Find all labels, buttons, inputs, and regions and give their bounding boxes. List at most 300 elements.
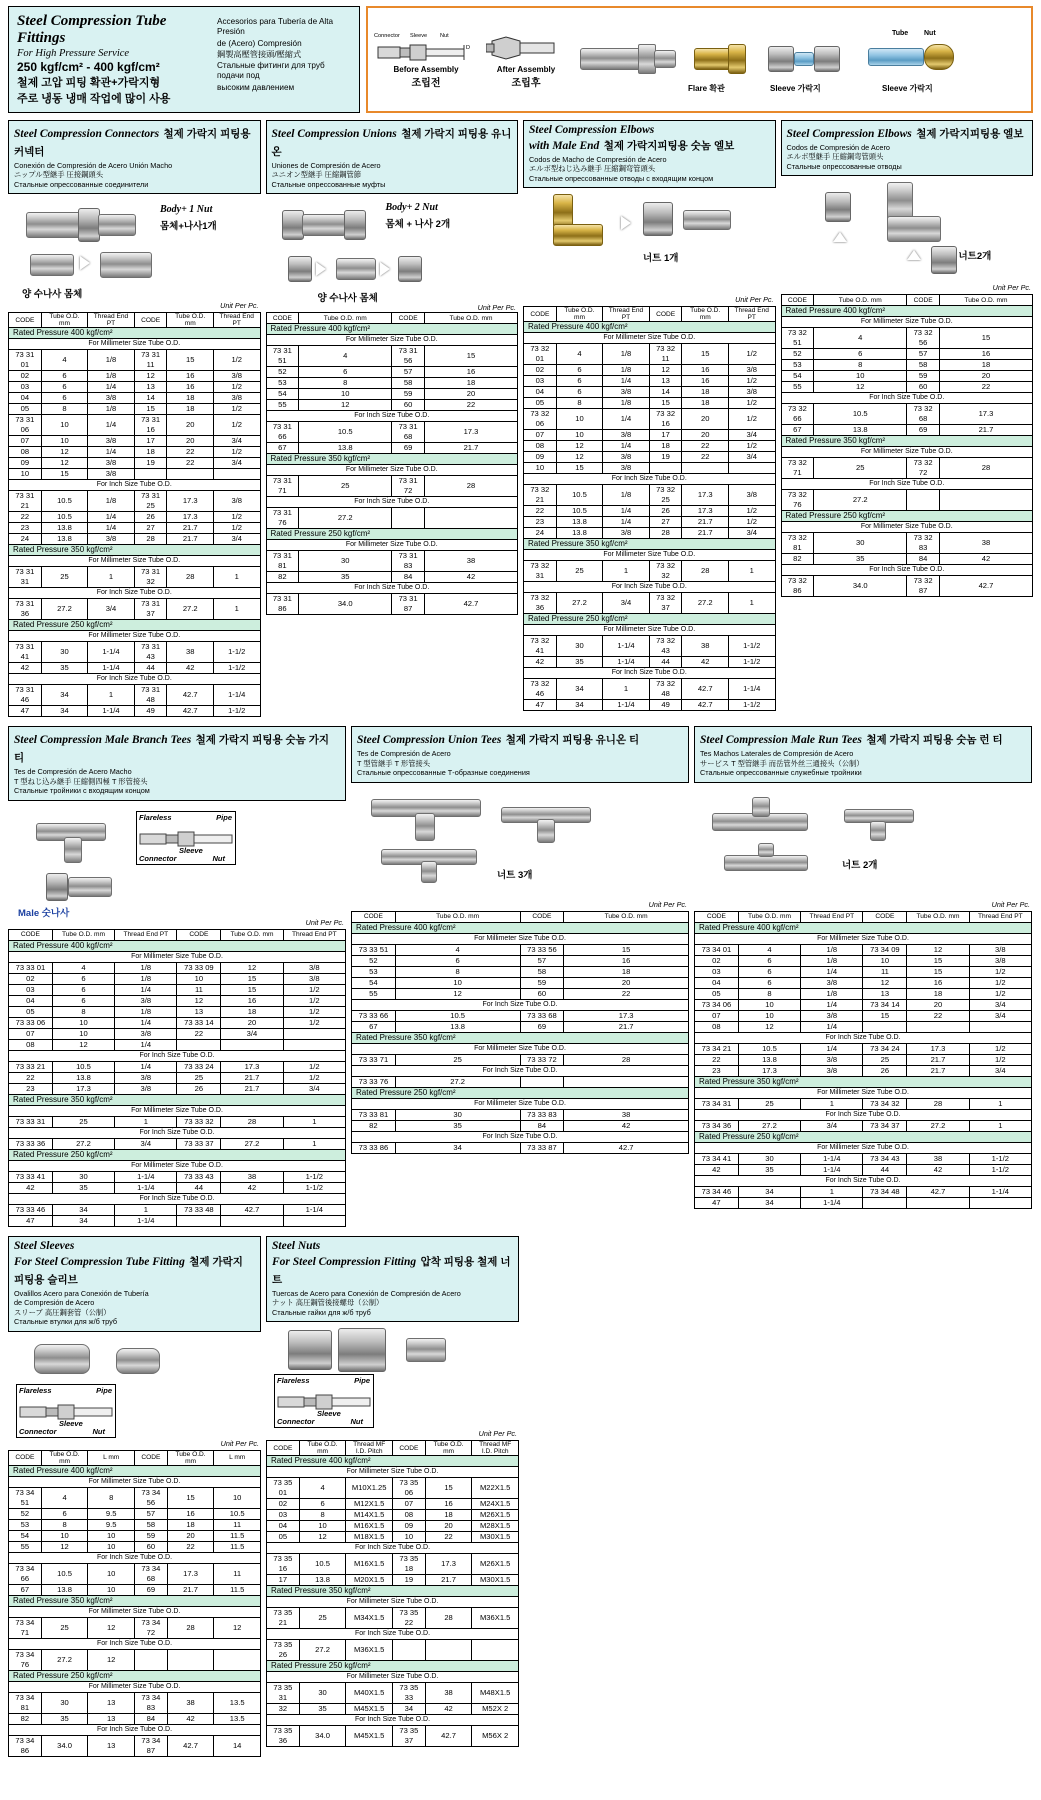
product-code-cell: 73 35 26 xyxy=(267,1640,300,1661)
spec-cell: 12 xyxy=(299,400,392,411)
product-code-cell: 42 xyxy=(695,1164,739,1175)
spec-cell xyxy=(221,1039,283,1050)
union-tees-header xyxy=(351,726,689,782)
rated-pressure-label: Rated Pressure 400 kgf/cm² xyxy=(781,306,1033,317)
rated-pressure-label: Rated Pressure 350 kgf/cm² xyxy=(266,454,518,465)
spec-cell: 10.5 xyxy=(299,422,392,443)
product-code-cell: 67 xyxy=(9,1584,42,1595)
spec-cell: 1/8 xyxy=(603,398,650,409)
size-group-label: For Millimeter Size Tube O.D. xyxy=(266,335,518,346)
flareless-diagram-box-1 xyxy=(136,811,236,865)
connectors-label-1: 양 수나사 몸체 xyxy=(22,289,83,301)
product-code-cell: 03 xyxy=(9,382,42,393)
section-row-2 xyxy=(8,726,1033,1226)
size-group-row xyxy=(266,411,518,422)
nuts-table xyxy=(266,1440,519,1747)
column-header: CODE xyxy=(266,313,299,324)
table-row xyxy=(781,371,1033,382)
pipe-label-2: Pipe xyxy=(96,1385,112,1395)
product-code-cell: 17 xyxy=(649,430,682,441)
rated-pressure-label: Rated Pressure 250 kgf/cm² xyxy=(266,529,518,540)
spec-cell: 1/2 xyxy=(283,984,345,995)
spec-cell: 34 xyxy=(738,1197,800,1208)
product-code-cell: 73 33 71 xyxy=(352,1054,396,1065)
rated-pressure-label: Rated Pressure 400 kgf/cm² xyxy=(9,1465,261,1476)
spec-cell: 42 xyxy=(939,554,1032,565)
spec-cell: 17.3 xyxy=(167,491,214,512)
column-header: CODE xyxy=(392,313,425,324)
spec-cell: 10 xyxy=(41,415,88,436)
size-group-label: For Millimeter Size Tube O.D. xyxy=(9,1160,346,1171)
column-header: CODE xyxy=(177,929,221,940)
size-group-label: For Inch Size Tube O.D. xyxy=(9,1724,261,1735)
product-code-cell: 25 xyxy=(863,1054,907,1065)
size-group-row xyxy=(352,1131,689,1142)
table-row xyxy=(9,458,261,469)
product-code-cell: 02 xyxy=(267,1499,300,1510)
spec-cell: 35 xyxy=(299,572,392,583)
table-row xyxy=(781,349,1033,360)
spec-cell: 1/4 xyxy=(603,409,650,430)
product-code-cell: 73 31 36 xyxy=(9,599,42,620)
product-code-cell: 13 xyxy=(863,988,907,999)
after-assembly-group xyxy=(484,31,568,89)
spec-cell: 1 xyxy=(115,1116,177,1127)
spec-cell: 3/4 xyxy=(969,999,1031,1010)
table-row xyxy=(695,1098,1032,1109)
size-group-row xyxy=(9,631,261,642)
spec-cell: 17.3 xyxy=(907,1043,969,1054)
spec-cell: 34 xyxy=(41,706,88,717)
table-row xyxy=(9,1116,346,1127)
size-group-label: For Millimeter Size Tube O.D. xyxy=(695,1087,1032,1098)
size-group-row xyxy=(267,1467,519,1478)
product-code-cell: 73 34 43 xyxy=(863,1153,907,1164)
pipe-label: Pipe xyxy=(216,812,232,822)
product-code-cell: 73 32 87 xyxy=(907,576,940,597)
spec-cell: M16X1.5 xyxy=(346,1521,393,1532)
sleeves-header xyxy=(8,1236,261,1332)
spec-cell: 1-1/2 xyxy=(728,657,775,668)
spec-cell: 6 xyxy=(41,1508,88,1519)
spec-cell: 12 xyxy=(88,1649,135,1670)
column-header: Tube O.D. mm xyxy=(907,911,969,922)
table-row xyxy=(524,506,776,517)
size-group-row xyxy=(524,582,776,593)
spec-cell: 15 xyxy=(221,973,283,984)
connectors-header xyxy=(8,120,261,194)
spec-cell: 8 xyxy=(814,360,907,371)
unions-line-es: Uniones de Compresión de Acero xyxy=(271,161,381,170)
elbows-male-line-jp: エルボ型ねじ込み継手 圧縮鋼弯管頭头 xyxy=(529,164,656,174)
product-code-cell: 73 32 86 xyxy=(781,576,814,597)
spec-cell: 1/2 xyxy=(728,344,775,365)
spec-cell: 27.2 xyxy=(299,508,392,529)
spec-cell: 3/8 xyxy=(969,944,1031,955)
spec-cell: 3/8 xyxy=(603,463,650,474)
spec-cell: 30 xyxy=(299,1683,346,1704)
column-header: Thread End PT xyxy=(728,307,775,322)
spec-cell: M30X1.5 xyxy=(472,1532,519,1543)
table-row xyxy=(781,404,1033,425)
table-row xyxy=(9,1006,346,1017)
spec-cell: 10 xyxy=(41,436,88,447)
elbows-male-header xyxy=(523,120,776,188)
product-code-cell: 73 33 72 xyxy=(520,1054,564,1065)
product-code-cell: 02 xyxy=(9,973,53,984)
before-assembly-group xyxy=(374,31,478,89)
product-code-cell: 52 xyxy=(781,349,814,360)
section-elbows xyxy=(781,120,1034,717)
product-code-cell: 73 34 01 xyxy=(695,944,739,955)
spec-cell: 1/8 xyxy=(88,350,135,371)
unions-note-en: Body+ 2 Nut xyxy=(385,202,438,214)
product-code-cell: 73 35 16 xyxy=(267,1554,300,1575)
spec-cell: 10 xyxy=(738,999,800,1010)
product-code-cell: 59 xyxy=(392,389,425,400)
size-group-row xyxy=(352,999,689,1010)
nut-label-4: Nut xyxy=(92,1426,105,1436)
rated-pressure-label: Rated Pressure 350 kgf/cm² xyxy=(695,1076,1032,1087)
product-code-cell: 73 32 48 xyxy=(649,679,682,700)
product-code-cell: 82 xyxy=(352,1120,396,1131)
product-code-cell: 73 33 51 xyxy=(352,944,396,955)
unions-line-ru: Стальные опрессованные муфты xyxy=(271,179,386,189)
table-row xyxy=(695,944,1032,955)
spec-cell: 22 xyxy=(564,988,689,999)
flareless-diagram-box-2 xyxy=(16,1384,116,1438)
flare-caption: Flare 확관 xyxy=(688,83,725,93)
spec-cell: 20 xyxy=(425,1521,472,1532)
spec-cell: 34 xyxy=(52,1204,114,1215)
table-row xyxy=(781,576,1033,597)
sleeves-title2: For Steel Compression Tube Fitting xyxy=(14,1255,185,1268)
spec-cell xyxy=(424,508,517,529)
size-group-label: For Inch Size Tube O.D. xyxy=(352,999,689,1010)
table-header-row xyxy=(352,911,689,922)
spec-cell: 1-1/4 xyxy=(213,685,260,706)
column-header: Thread MF I.D. Pitch xyxy=(472,1441,519,1456)
spec-cell: 17.3 xyxy=(425,1554,472,1575)
product-code-cell: 73 32 71 xyxy=(781,458,814,479)
spec-cell: 21.7 xyxy=(167,523,214,534)
size-group-label: For Millimeter Size Tube O.D. xyxy=(781,447,1033,458)
product-code-cell: 04 xyxy=(267,1521,300,1532)
spec-cell: 13.8 xyxy=(395,1021,520,1032)
spec-cell: 42.7 xyxy=(167,685,214,706)
spec-cell: 6 xyxy=(52,984,114,995)
product-code-cell: 22 xyxy=(9,1072,53,1083)
size-group-row xyxy=(781,522,1033,533)
rated-pressure-row xyxy=(695,1076,1032,1087)
rated-pressure-row xyxy=(266,324,518,335)
spec-cell: 10 xyxy=(52,1017,114,1028)
spec-cell: 21.7 xyxy=(682,517,729,528)
connectors-title-kr: 철제 가락지 피팅용 커넥터 xyxy=(14,128,251,158)
column-header: Tube O.D. mm xyxy=(556,307,603,322)
spec-cell xyxy=(907,1021,969,1032)
product-code-cell: 73 34 68 xyxy=(135,1563,168,1584)
product-code-cell: 73 34 37 xyxy=(863,1120,907,1131)
product-code-cell: 73 35 01 xyxy=(267,1478,300,1499)
product-code-cell: 49 xyxy=(649,700,682,711)
table-row xyxy=(524,387,776,398)
product-code-cell: 57 xyxy=(135,1508,168,1519)
product-code-cell: 55 xyxy=(9,1541,42,1552)
table-row xyxy=(266,378,518,389)
size-group-row xyxy=(9,1050,346,1061)
product-code-cell: 10 xyxy=(863,955,907,966)
spec-cell: 15 xyxy=(41,469,88,480)
product-code-cell: 19 xyxy=(649,452,682,463)
spec-cell: 4 xyxy=(299,1478,346,1499)
size-group-label: For Inch Size Tube O.D. xyxy=(9,588,261,599)
table-row xyxy=(266,367,518,378)
section-row-1 xyxy=(8,120,1033,717)
spec-cell: 10 xyxy=(88,1530,135,1541)
product-code-cell: 47 xyxy=(695,1197,739,1208)
product-code-cell: 07 xyxy=(695,1010,739,1021)
size-group-label: For Inch Size Tube O.D. xyxy=(266,411,518,422)
after-assembly-diagram xyxy=(486,35,566,63)
size-group-label: For Inch Size Tube O.D. xyxy=(267,1543,519,1554)
size-group-label: For Inch Size Tube O.D. xyxy=(267,1715,519,1726)
mrt-line-ru: Стальные опрессованные служебные тройники xyxy=(700,768,862,778)
spec-cell: 35 xyxy=(299,1704,346,1715)
spec-cell: 11 xyxy=(214,1519,261,1530)
product-code-cell: 60 xyxy=(907,382,940,393)
spec-cell: 42.7 xyxy=(221,1204,283,1215)
spec-cell: 20 xyxy=(939,371,1032,382)
spec-cell: 1-1/2 xyxy=(213,663,260,674)
spec-cell: 28 xyxy=(425,1608,472,1629)
spec-cell: 25 xyxy=(395,1054,520,1065)
product-code-cell: 15 xyxy=(863,1010,907,1021)
table-row xyxy=(267,1640,519,1661)
size-group-row xyxy=(695,1032,1032,1043)
product-code-cell: 73 31 83 xyxy=(392,551,425,572)
spec-cell: 27.2 xyxy=(41,599,88,620)
column-header: L mm xyxy=(88,1450,135,1465)
nuts-line-jp: ナット 高圧鋼管後接螺母（公制） xyxy=(272,1298,384,1308)
size-group-row xyxy=(781,447,1033,458)
size-group-label: For Inch Size Tube O.D. xyxy=(9,1552,261,1563)
size-group-row xyxy=(524,474,776,485)
spec-cell: 35 xyxy=(395,1120,520,1131)
spec-cell: 34 xyxy=(738,1186,800,1197)
size-group-label: For Millimeter Size Tube O.D. xyxy=(524,333,776,344)
table-row xyxy=(9,1713,261,1724)
size-group-row xyxy=(695,1142,1032,1153)
spec-cell: 12 xyxy=(907,944,969,955)
table-row xyxy=(266,508,518,529)
spec-cell xyxy=(213,469,260,480)
rated-pressure-row xyxy=(9,1149,346,1160)
spec-cell: 9.5 xyxy=(88,1508,135,1519)
spec-cell: 28 xyxy=(682,561,729,582)
product-code-cell: 49 xyxy=(134,706,167,717)
spec-cell: 25 xyxy=(299,1608,346,1629)
spec-cell: 6 xyxy=(299,367,392,378)
size-group-label: For Millimeter Size Tube O.D. xyxy=(352,1043,689,1054)
spec-cell: 34.0 xyxy=(41,1735,88,1756)
table-row xyxy=(9,1541,261,1552)
table-row xyxy=(352,966,689,977)
section-sleeves xyxy=(8,1236,261,1757)
product-code-cell: 44 xyxy=(863,1164,907,1175)
size-group-label: For Millimeter Size Tube O.D. xyxy=(9,1105,346,1116)
size-group-label: For Inch Size Tube O.D. xyxy=(9,1638,261,1649)
spec-cell: 3/8 xyxy=(801,1065,863,1076)
spec-cell: 12 xyxy=(556,441,603,452)
product-code-cell: 84 xyxy=(135,1713,168,1724)
spec-cell: 1-1/2 xyxy=(969,1153,1031,1164)
spec-cell: 3/8 xyxy=(213,491,260,512)
sleeve-label-3: Sleeve xyxy=(59,1418,83,1428)
table-row xyxy=(9,962,346,973)
product-code-cell: 47 xyxy=(524,700,557,711)
spec-cell: 42 xyxy=(424,572,517,583)
spec-cell: 42.7 xyxy=(564,1142,689,1153)
product-code-cell: 32 xyxy=(267,1704,300,1715)
connector-label-2: Connector xyxy=(139,853,177,863)
spec-cell: 42.7 xyxy=(167,706,214,717)
size-group-label: For Millimeter Size Tube O.D. xyxy=(9,1476,261,1487)
spec-cell: 1/4 xyxy=(115,984,177,995)
top-banner-row xyxy=(8,6,1033,113)
spec-cell: 3/8 xyxy=(88,469,135,480)
spec-cell: 10 xyxy=(299,1521,346,1532)
table-row xyxy=(781,533,1033,554)
spec-cell: 6 xyxy=(41,371,88,382)
product-code-cell: 52 xyxy=(352,955,396,966)
spec-cell: 25 xyxy=(299,476,392,497)
spec-cell: 13 xyxy=(88,1735,135,1756)
product-code-cell: 73 31 72 xyxy=(392,476,425,497)
product-code-cell: 02 xyxy=(524,365,557,376)
spec-cell: 3/4 xyxy=(88,599,135,620)
sleeve-photo-2 xyxy=(862,24,972,96)
before-assembly-caption: Before Assembly xyxy=(393,64,459,74)
product-code-cell: 73 34 32 xyxy=(863,1098,907,1109)
table-row xyxy=(9,567,261,588)
flareless-label-2: Flareless xyxy=(19,1385,52,1395)
size-group-row xyxy=(352,1098,689,1109)
table-row xyxy=(9,1563,261,1584)
table-row xyxy=(9,995,346,1006)
spec-cell: 12 xyxy=(738,1021,800,1032)
table-row xyxy=(266,551,518,572)
product-code-cell: 73 35 18 xyxy=(393,1554,426,1575)
column-header: Tube O.D. mm xyxy=(167,313,214,328)
size-group-row xyxy=(524,625,776,636)
rated-pressure-row xyxy=(267,1661,519,1672)
spec-cell: 1/2 xyxy=(213,512,260,523)
column-header: Tube O.D. mm xyxy=(395,911,520,922)
flareless-label: Flareless xyxy=(139,812,172,822)
product-code-cell: 15 xyxy=(134,404,167,415)
elbows-male-title-kr: 철제 가락지피팅용 숫놈 엘보 xyxy=(603,140,735,152)
table-row xyxy=(695,1153,1032,1164)
product-code-cell: 73 32 46 xyxy=(524,679,557,700)
product-code-cell: 12 xyxy=(134,371,167,382)
table-row xyxy=(524,657,776,668)
spec-cell: 1/4 xyxy=(88,415,135,436)
spec-cell: 1/2 xyxy=(213,350,260,371)
spec-cell: 12 xyxy=(814,382,907,393)
size-group-label: For Inch Size Tube O.D. xyxy=(524,668,776,679)
table-row xyxy=(266,389,518,400)
product-code-cell: 67 xyxy=(352,1021,396,1032)
table-row xyxy=(9,642,261,663)
spec-cell: 35 xyxy=(52,1182,114,1193)
table-header-row xyxy=(267,1441,519,1456)
spec-cell xyxy=(283,1215,345,1226)
product-code-cell: 05 xyxy=(524,398,557,409)
spec-cell: 34 xyxy=(395,1142,520,1153)
size-group-label: For Inch Size Tube O.D. xyxy=(352,1131,689,1142)
elbows-label-1: 너트2개 xyxy=(958,251,992,263)
size-group-row xyxy=(266,465,518,476)
size-group-row xyxy=(695,1109,1032,1120)
spec-cell: 18 xyxy=(564,966,689,977)
spec-cell: 30 xyxy=(41,642,88,663)
spec-cell: 15 xyxy=(907,966,969,977)
table-row xyxy=(352,1054,689,1065)
size-group-row xyxy=(266,583,518,594)
product-code-cell: 54 xyxy=(266,389,299,400)
size-group-row xyxy=(267,1715,519,1726)
spec-cell: 4 xyxy=(814,328,907,349)
union-tees-illustration xyxy=(351,783,689,911)
spec-cell: 17.3 xyxy=(738,1065,800,1076)
spec-cell: 27.2 xyxy=(556,593,603,614)
column-header: CODE xyxy=(781,295,814,306)
spec-cell: 10 xyxy=(556,430,603,441)
table-row xyxy=(352,1076,689,1087)
spec-cell: 1 xyxy=(88,567,135,588)
rated-pressure-label: Rated Pressure 250 kgf/cm² xyxy=(9,620,261,631)
table-row xyxy=(9,436,261,447)
spec-cell: 10.5 xyxy=(52,1061,114,1072)
product-code-cell: 04 xyxy=(524,387,557,398)
spec-cell xyxy=(283,1039,345,1050)
connectors-line-es: Conexión de Compresión de Acero Unión Macho xyxy=(14,161,173,170)
size-group-label: For Inch Size Tube O.D. xyxy=(266,583,518,594)
sleeves-table xyxy=(8,1450,261,1757)
sleeves-line-es-2: de Compresión de Acero xyxy=(14,1298,95,1308)
table-row xyxy=(695,1054,1032,1065)
spec-cell: 21.7 xyxy=(221,1072,283,1083)
table-row xyxy=(781,490,1033,511)
title-translations xyxy=(217,13,351,106)
table-row xyxy=(524,365,776,376)
table-row xyxy=(352,944,689,955)
spec-cell: 17.3 xyxy=(167,512,214,523)
spec-cell: 38 xyxy=(682,636,729,657)
spec-cell: 30 xyxy=(814,533,907,554)
spec-cell: 16 xyxy=(424,367,517,378)
spec-cell: 10 xyxy=(88,1563,135,1584)
nuts-title2: For Steel Compression Fitting xyxy=(272,1255,417,1268)
table-row xyxy=(9,404,261,415)
spec-cell: 18 xyxy=(424,378,517,389)
product-code-cell: 73 33 43 xyxy=(177,1171,221,1182)
column-header: CODE xyxy=(695,911,739,922)
spec-cell: 13.8 xyxy=(299,1575,346,1586)
elbows-table xyxy=(781,294,1034,597)
table-row xyxy=(267,1575,519,1586)
